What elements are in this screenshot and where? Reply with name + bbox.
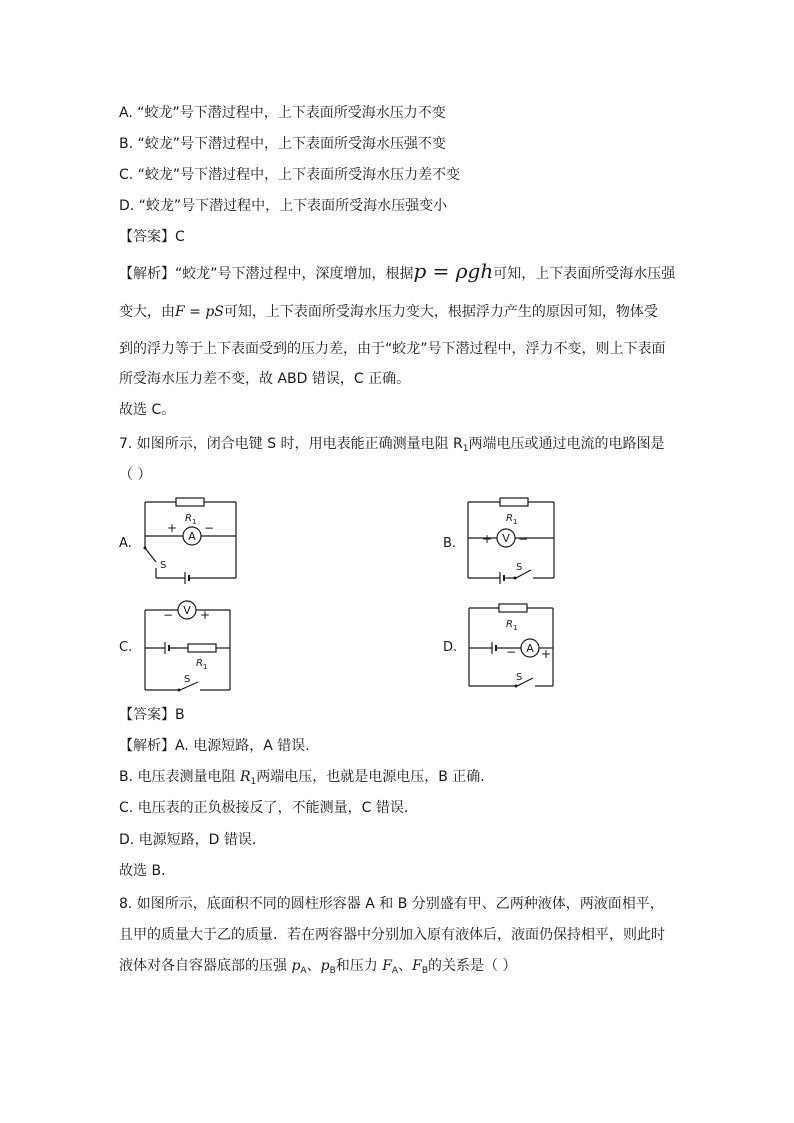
switch-contact-icon (144, 547, 147, 550)
analysis-tag: 【解析】 (119, 266, 175, 282)
pressure-symbol: p (291, 958, 301, 974)
switch-contact-icon (178, 689, 181, 692)
switch-label: S (160, 560, 167, 571)
q7-conclusion: 故选 B. (119, 863, 166, 879)
stem-subscript: 1 (462, 444, 469, 454)
q7-analysis-c: C. 电压表的正负极接反了，不能测量，C 错误. (119, 800, 409, 816)
analysis-text: B. 电压表测量电阻 (119, 769, 240, 785)
option-a: A. “蛟龙”号下潜过程中，上下表面所受海水压力不变 (119, 105, 446, 121)
switch-contact-icon (515, 685, 518, 688)
q6-analysis-line-3: 到的浮力等于上下表面受到的压力差，由于“蛟龙”号下潜过程中，浮力不变，则上下表面 (119, 341, 666, 357)
resistor-icon (176, 498, 204, 506)
force-symbol: F (412, 958, 422, 974)
formula-force: F = pS (175, 304, 224, 320)
voltmeter-label: V (183, 604, 191, 617)
analysis-text: 两端电压，也就是电源电压，B 正确. (256, 769, 485, 785)
analysis-text: A. 电源短路，A 错误. (175, 738, 310, 754)
q7-analysis-b (119, 767, 485, 792)
q7-analysis-d: D. 电源短路，D 错误. (119, 832, 257, 848)
minus-terminal-label: − (204, 521, 215, 535)
answer-tag: 【答案】 (119, 229, 175, 245)
resistor-label: R (506, 619, 513, 630)
resistor-label-subscript: 1 (203, 663, 208, 671)
separator: 、 (398, 958, 413, 974)
subscript: A (391, 966, 399, 976)
answer-tag: 【答案】 (119, 707, 175, 723)
resistor-icon (500, 498, 528, 506)
subscript: B (421, 966, 428, 976)
formula-pressure: p = ρgh (413, 259, 494, 283)
ammeter-label: A (526, 642, 534, 655)
analysis-text: “蛟龙”号下潜过程中，深度增加，根据 (175, 266, 414, 282)
separator: 、 (306, 958, 321, 974)
plus-terminal-label: + (482, 532, 493, 546)
q7-stem-line-1 (119, 434, 665, 459)
subscript: B (329, 966, 336, 976)
resistor-label-subscript: 1 (513, 624, 518, 632)
q6-conclusion: 故选 C。 (119, 402, 176, 418)
q8-stem-line-1: 8. 如图所示，底面积不同的圆柱形容器 A 和 B 分别盛有甲、乙两种液体，两液面相平， (119, 896, 664, 912)
minus-terminal-label: − (163, 608, 174, 622)
force-symbol: F (382, 958, 392, 974)
resistor-label-subscript: 1 (192, 518, 197, 526)
q6-analysis-line-4: 所受海水压力差不变，故 ABD 错误，C 正确。 (119, 371, 411, 387)
circuit-b (464, 494, 564, 584)
answer-value: B (175, 707, 185, 723)
figure-label-d: D. (443, 640, 458, 655)
analysis-text: 可知，上下表面所受海水压力变大，根据浮力产生的原因可知，物体受 (223, 304, 658, 320)
resistor-subscript: 1 (250, 777, 257, 787)
stem-text: 的关系是（ ） (428, 958, 517, 974)
circuit-a (140, 492, 240, 582)
switch-label: S (516, 672, 523, 683)
switch-label: S (516, 562, 523, 573)
resistor-label: R (196, 658, 203, 669)
figure-label-a: A. (119, 536, 132, 551)
q8-stem-line-3 (119, 956, 516, 981)
resistor-label-subscript: 1 (513, 518, 518, 526)
answer-value: C (175, 229, 185, 245)
q7-answer (119, 705, 185, 725)
pressure-symbol: p (320, 958, 330, 974)
circuit-d (465, 600, 565, 695)
stem-text: 和压力 (335, 958, 383, 974)
plus-terminal-label: + (200, 608, 211, 622)
circuit-c (140, 600, 240, 695)
q6-analysis-line-1 (119, 258, 675, 287)
resistor-icon (188, 644, 216, 652)
switch-label: S (184, 674, 191, 685)
q6-analysis-line-2 (119, 302, 658, 322)
voltmeter-label: V (502, 532, 510, 545)
plus-terminal-label: + (167, 521, 178, 535)
q6-answer (119, 227, 185, 247)
stem-text: 液体对各自容器底部的压强 (119, 958, 292, 974)
minus-terminal-label: − (518, 532, 529, 546)
analysis-text: 变大，由 (119, 304, 175, 320)
figure-label-c: C. (119, 640, 133, 655)
analysis-text: 可知，上下表面所受海水压强 (493, 266, 676, 282)
figure-label-b: B. (443, 536, 457, 551)
q7-analysis-a (119, 736, 310, 756)
resistor-label: R (506, 513, 513, 524)
plus-terminal-label: + (541, 647, 552, 661)
q8-stem-line-2: 且甲的质量大于乙的质量．若在两容器中分别加入原有液体后，液面仍保持相平，则此时 (119, 927, 665, 943)
option-d: D. “蛟龙”号下潜过程中，上下表面所受海水压强变小 (119, 198, 448, 214)
resistor-icon (499, 604, 527, 612)
analysis-tag: 【解析】 (119, 738, 175, 754)
resistor-label: R (185, 513, 192, 524)
switch-contact-icon (514, 577, 517, 580)
q7-stem-line-2: （ ） (119, 467, 152, 483)
option-b: B. “蛟龙”号下潜过程中，上下表面所受海水压强不变 (119, 136, 447, 152)
resistor-symbol: R (239, 769, 251, 785)
subscript: A (300, 966, 307, 976)
stem-text: 两端电压或通过电流的电路图是 (468, 436, 665, 452)
minus-terminal-label: − (506, 645, 517, 659)
stem-text: 7. 如图所示，闭合电键 S 时，用电表能正确测量电阻 R (119, 436, 463, 452)
ammeter-label: A (188, 530, 196, 543)
option-c: C. “蛟龙”号下潜过程中，上下表面所受海水压力差不变 (119, 167, 461, 183)
